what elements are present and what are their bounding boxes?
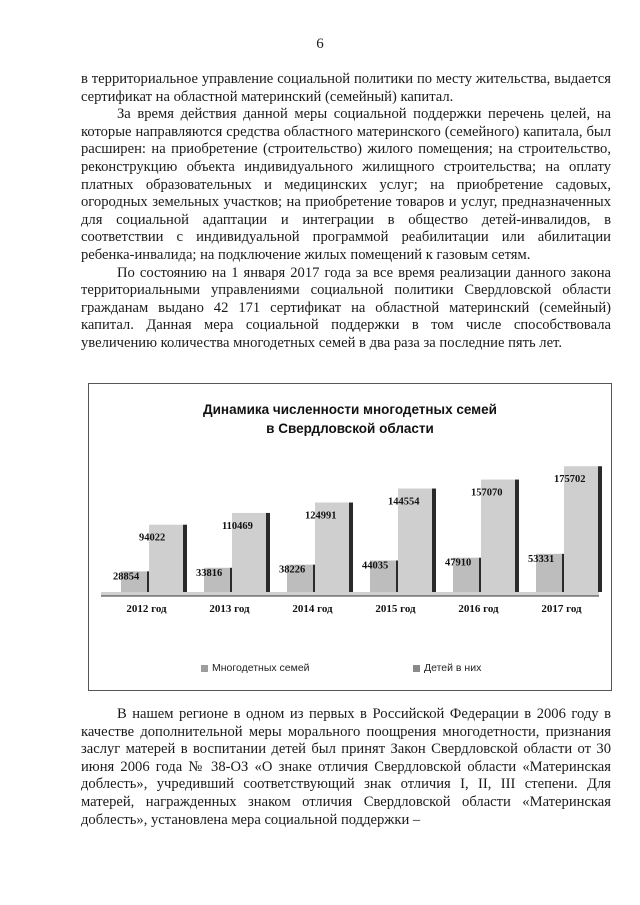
data-label-series-2: 144554 [388, 496, 420, 508]
data-label-series-1: 38226 [279, 564, 306, 576]
legend-swatch [201, 665, 208, 672]
data-label-series-2: 157070 [471, 487, 503, 499]
bar-series-2-edge [432, 489, 436, 592]
paragraph: в территориальное управление социальной политики по месту жительства, выдается сертификат на областной материнский (семейный) капитал. [81, 71, 611, 105]
bar-series-2-edge [349, 503, 353, 592]
data-label-series-2: 175702 [554, 474, 586, 486]
paragraph: В нашем регионе в одном из первых в Российской Федерации в 2006 году в качестве дополнительной меры морального поощрения многодетности, признания заслуг матерей в воспитании детей был принят Закон Свердловской области от 30 июня 2006 года № 38-ОЗ «О знаке отличия Свердловской области «Материнская доблесть», учредивший соответствующий знак отличия I, II, III степени. Для матерей, награжденных знаком отличия Свердловской области «Материнская доблесть», установлена мера социальной поддержки – [81, 706, 611, 828]
x-tick-label: 2012 год [126, 603, 167, 615]
paragraph: За время действия данной меры социальной поддержки перечень целей, на которые направляются средства областного материнского (семейного) капитала, был расширен: на приобретение (строительство) жилого помещения; на строительство, реконструкцию объекта индивидуального жилищного строительства; на оплату платных образовательных и медицинских услуг; на приобретение садовых, огородных земельных участков; на приобретение товаров и услуг, предназначенных для социальной адаптации и интеграции в общество детей-инвалидов, в соответствии с индивидуальной программой реабилитации или абилитации ребенка-инвалида; на подключение жилых помещений к газовым сетям. [81, 106, 611, 263]
legend-label: Детей в них [424, 662, 482, 674]
paragraph: По состоянию на 1 января 2017 года за все время реализации данного закона территориальными управлениями социальной политики Свердловской области гражданам выдано 42 171 сертификат на областной материнский (семейный) капитал. Данная мера социальной поддержки в том числе способствовала увеличению количества многодетных семей в два раза за последние пять лет. [81, 264, 611, 351]
bar-series-2-edge [515, 480, 519, 592]
bar-series-2-edge [266, 513, 270, 592]
legend-swatch [413, 665, 420, 672]
x-tick-label: 2016 год [458, 603, 499, 615]
legend-item [413, 662, 481, 674]
legend-label: Многодетных семей [212, 662, 310, 674]
data-label-series-1: 47910 [445, 557, 472, 569]
x-tick-label: 2013 год [209, 603, 250, 615]
data-label-series-2: 94022 [139, 532, 166, 544]
data-label-series-2: 124991 [305, 510, 337, 522]
text-block-top [81, 71, 611, 353]
data-label-series-1: 53331 [528, 553, 555, 565]
data-label-series-1: 44035 [362, 560, 389, 572]
bar-series-2-edge [183, 525, 187, 592]
chart-frame [88, 383, 612, 691]
x-tick-label: 2014 год [292, 603, 333, 615]
legend-item [201, 662, 310, 674]
data-label-series-1: 28854 [113, 571, 140, 583]
chart-title-line-1: Динамика численности многодетных семей [203, 402, 497, 417]
data-label-series-1: 33816 [196, 567, 223, 579]
text-block-bottom [81, 706, 611, 829]
page-number: 6 [316, 36, 324, 52]
data-label-series-2: 110469 [222, 520, 253, 532]
chart-title-line-2: в Свердловской области [266, 421, 434, 436]
bar-series-2-edge [598, 466, 602, 592]
x-tick-label: 2017 год [541, 603, 582, 615]
x-tick-label: 2015 год [375, 603, 416, 615]
bar-chart [89, 384, 611, 690]
chart-floor [101, 592, 599, 596]
